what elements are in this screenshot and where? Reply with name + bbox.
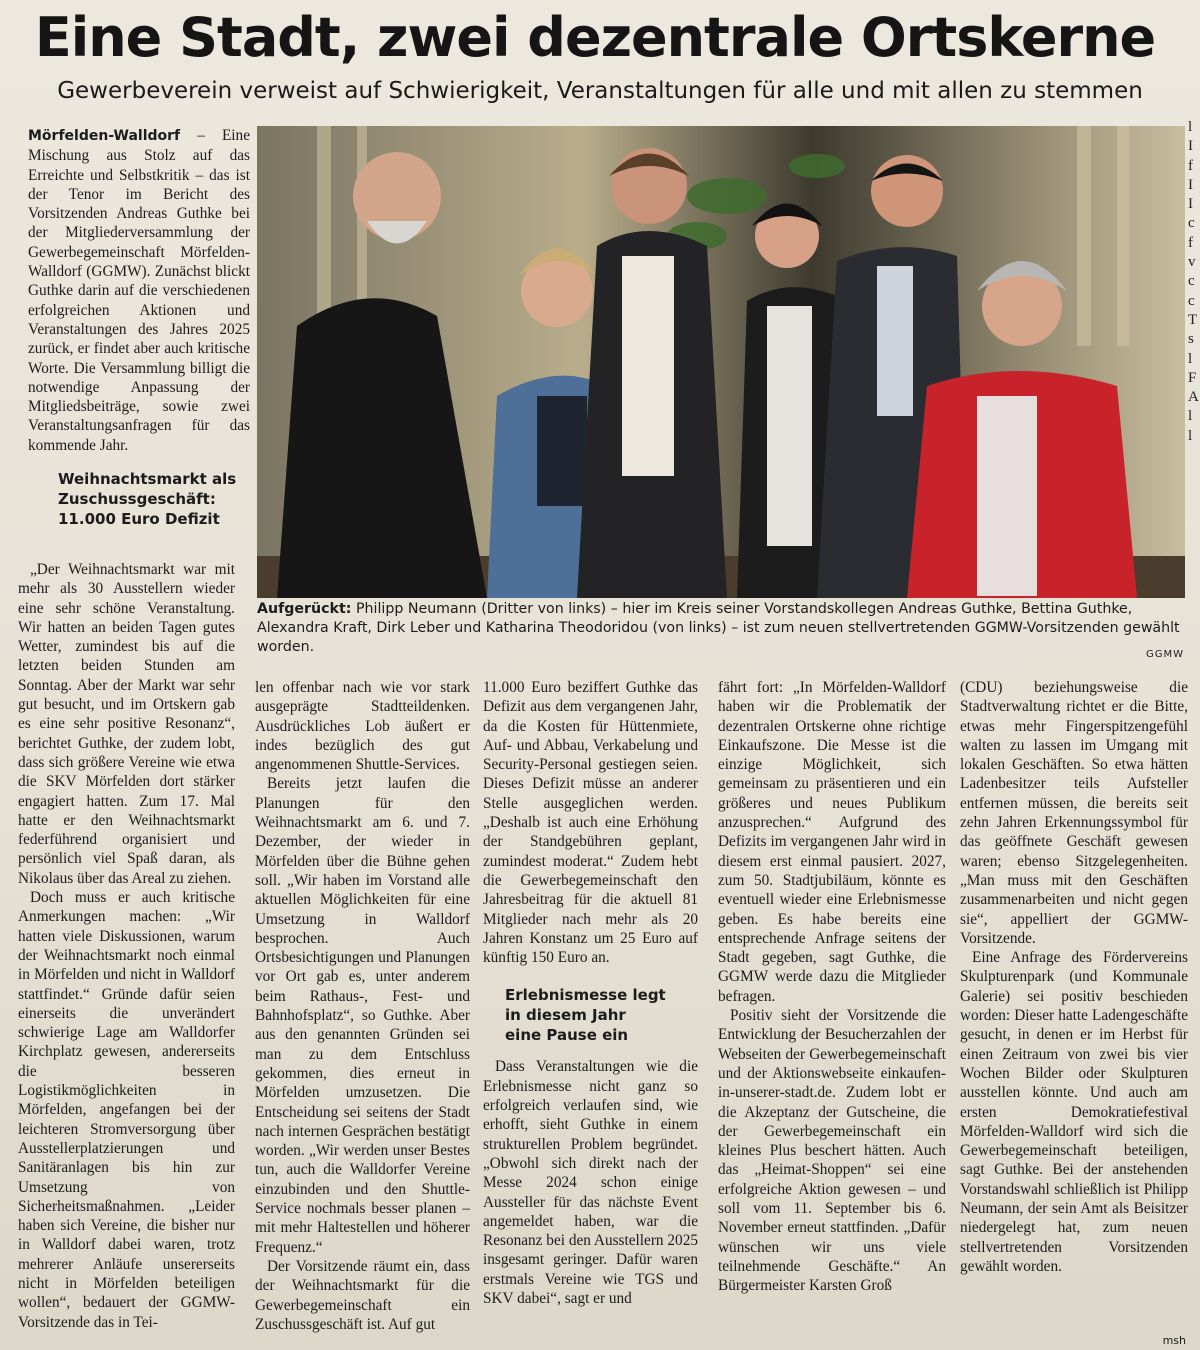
adjacent-column-left (0, 126, 10, 1350)
intro-text: – Eine Mischung aus Stolz auf das Erreichte und Selbstkritik – das ist der Tenor im Bericht des Vorsitzenden Andreas Guthke bei der Mitgliederversammlung der Gewerbegemeinschaft Mörfelden-Walldorf (GGMW). Zunächst blickt Guthke darin auf die verschiedenen erfolgreichen Aktionen und Veranstaltungen des Jahres 2025 zurück, er findet aber auch kritische Worte. Die Versammlung billigt die notwendige Anpassung der Mitgliedsbeiträge, sowie zwei Veranstaltungsanfragen für das kommende Jahr. (28, 127, 250, 454)
section-heading-1-line: Zuschussgeschäft: (58, 490, 216, 509)
paragraph: (CDU) beziehungsweise die Stadtverwaltung richtet er die Bitte, etwas mehr Fingerspitzengefühl walten zu lassen im Umgang mit lokalen Geschäften. So etwa hätten Ladenbesitzer teils Aufsteller entfernen müssen, die bereits seit zehn Jahren Erkennungssymbol für das geöffnete Geschäft gewesen waren; ebenso Sitzgelegenheiten. „Man muss mit den Geschäften zusammenarbeiten und nicht gegen sie“, appelliert der GGMW-Vorsitzende. (960, 679, 1188, 947)
section-heading-2-line: Erlebnismesse legt (505, 986, 666, 1005)
paragraph: len offenbar nach wie vor stark ausgeprägte Stadtteildenken. Ausdrückliches Lob äußert er indes bezüglich des gut angenommenen Shuttle-Services. (255, 679, 470, 774)
body-column-2 (255, 678, 470, 1334)
section-heading-2-line: in diesem Jahr (505, 1006, 626, 1025)
body-column-4 (718, 678, 946, 1296)
section-heading-1-line: 11.000 Euro Defizit (58, 510, 220, 529)
caption-text: Philipp Neumann (Dritter von links) – hier im Kreis seiner Vorstandskollegen Andreas Guthke, Bettina Guthke, Alexandra Kraft, Dirk Leber und Katharina Theodoridou (von links) – ist zum neuen stellvertretenden GGMW-Vorsitzenden gewählt worden. (257, 601, 1180, 655)
author-initials: msh (1162, 1334, 1186, 1347)
caption-lead: Aufgerückt: (257, 601, 352, 617)
section-heading-2 (505, 985, 698, 1045)
headline: Eine Stadt, zwei dezentrale Ortskerne (34, 6, 1156, 69)
body-column-5 (960, 678, 1188, 1276)
adjacent-column-right-text: l I f I I c f v c c T s l F A l l (1188, 119, 1199, 444)
dateline: Mörfelden-Walldorf (28, 128, 181, 144)
intro-paragraph (28, 126, 250, 455)
paragraph: 11.000 Euro beziffert Guthke das Defizit aus dem vergangenen Jahr, da die Kosten für Hüttenmiete, Auf- und Abbau, Verkabelung und Security-Personal gestiegen seien. Dieses Defizit müsse an anderer Stelle ausgeglichen werden. „Deshalb ist auch eine Erhöhung der Standgebühren geplant, zumindest moderat.“ Zudem hebt die Gewerbegemeinschaft den Jahresbeitrag für die aktuell 81 Mitglieder nach mehr als 20 Jahren Konstanz um 25 Euro auf künftig 150 Euro an. (483, 679, 698, 967)
paragraph: Bereits jetzt laufen die Planungen für den Weihnachtsmarkt am 6. und 7. Dezember, der wieder in Mörfelden über die Bühne gehen soll. „Wir haben im Vorstand alle aktuellen Möglichkeiten für eine Umsetzung in Walldorf besprochen. Auch Ortsbesichtigungen und Planungen vor Ort gab es, unter anderem beim Rathaus-, Fest- und Bahnhofsplatz“, so Guthke. Aber aus den genannten Gründen sei man zu dem Entschluss gekommen, dies erneut in Mörfelden umzusetzen. Die Entscheidung sei seitens der Stadt nach internen Gesprächen bestätigt worden. „Wir werden unser Bestes tun, auch die Walldorfer Vereine einzubinden und den Shuttle-Service nochmals besser planen – mit mehr Haltestellen und höherer Frequenz.“ (255, 775, 470, 1256)
paragraph: fährt fort: „In Mörfelden-Walldorf haben wir die Problematik der dezentralen Ortskerne ohne richtige Einkaufszone. Die Messe ist die einzige Möglichkeit, sich gemeinsam zu präsentieren und ein größeres und neues Publikum anzusprechen.“ Aufgrund des Defizits im vergangenen Jahr wird in diesem erst einmal pausiert. 2027, zum 50. Stadtjubiläum, könnte es eventuell wieder eine Erlebnismesse geben. Es habe bereits eine entsprechende Anfrage seitens der Stadt gegeben, sagt Guthke, die GGMW werde dazu die Mitglieder befragen. (718, 679, 946, 1005)
section-heading-1 (58, 469, 250, 529)
paragraph: Dass Veranstaltungen wie die Erlebnismesse nicht ganz so erfolgreich verlaufen sind, wie erhofft, sieht Guthke in einem strukturellen Problem begründet. „Obwohl sich direkt nach der Messe 2024 schon einige Aussteller für das nächste Event angemeldet haben, war die Resonanz bei den Ausstellern 2025 insgesamt geringer. Dafür waren erstmals Vereine wie TGS und SKV dabei“, sagt er und (483, 1058, 698, 1308)
body-column-3 (483, 678, 698, 1308)
section-heading-1-line: Weihnachtsmarkt als (58, 470, 237, 489)
body-column-1 (18, 560, 235, 1332)
photo-credit: GGMW (1145, 649, 1184, 660)
intro-column (28, 126, 250, 541)
paragraph: Der Vorsitzende räumt ein, dass der Weihnachtsmarkt für die Gewerbegemeinschaft ein Zuschussgeschäft ist. Auf gut (255, 1257, 470, 1333)
group-photo (257, 126, 1185, 598)
adjacent-column-right (1188, 118, 1200, 1350)
paragraph: „Der Weihnachtsmarkt war mit mehr als 30 Ausstellern wieder eine sehr schöne Veranstaltung. Wir hatten an beiden Tagen gutes Wetter, zumindest bis auf die letzten beiden Stunden am Sonntag. Aber der Markt war sehr gut besucht, und im Ortskern gab es eine sehr positive Resonanz“, berichtet Guthke, der zudem lobt, dass sich größere Vereine wie etwa die SKV Mörfelden dort stärker engagiert hatten. Zum 17. Mal hatte er den Weihnachtsmarkt federführend organisiert und persönlich viel Spaß daran, als Nikolaus über das Areal zu ziehen. (18, 561, 235, 887)
section-heading-2-line: eine Pause ein (505, 1026, 629, 1045)
photo-caption (257, 600, 1189, 657)
paragraph: Doch muss er auch kritische Anmerkungen machen: „Wir hatten viele Diskussionen, warum der Weihnachtsmarkt noch einmal in Mörfelden und nicht in Walldorf stattfindet.“ Gründe dafür seien einerseits die unverändert schwierige Lage am Walldorfer Kirchplatz gewesen, andererseits die besseren Logistikmöglichkeiten in Mörfelden, angefangen bei der leichteren Stromversorgung über Ausstellerplatzierungen und Sanitäranlagen bis hin zur Umsetzung von Sicherheitsmaßnahmen. „Leider haben sich Vereine, die bisher nur in Walldorf dabei waren, trotz mehrerer Anläufe unsererseits nicht in Mörfelden beteiligen wollen“, bedauert der GGMW-Vorsitzende das in Tei- (18, 889, 235, 1331)
group-photo-image (257, 126, 1185, 598)
subheadline: Gewerbeverein verweist auf Schwierigkeit, Veranstaltungen für alle und mit allen zu stemmen (57, 78, 1143, 104)
paragraph: Positiv sieht der Vorsitzende die Entwicklung der Besucherzahlen der Webseiten der Gewerbegemeinschaft und der Aktionswebseite einkaufen-in-unserer-stadt.de. Zudem lobt er die Akzeptanz der Gutscheine, die der Gewerbegemeinschaft ein kleines Plus beschert hätten. Auch das „Heimat-Shoppen“ sei eine erfolgreiche Aktion gewesen – und soll vom 11. September bis 6. November erneut stattfinden. „Dafür wünschen wir uns viele teilnehmende Geschäfte.“ An Bürgermeister Karsten Groß (718, 1007, 946, 1295)
paragraph: Eine Anfrage des Fördervereins Skulpturenpark (und Kommunale Galerie) sei positiv beschieden worden: Dieser hatte Ladengeschäfte gesucht, in denen er im Herbst für einen Zeitraum von zwei bis vier Wochen Bilder oder Skulpturen ausstellen könnte. Und auch am ersten Demokratiefestival Mörfelden-Walldorf wird sich die Gewerbegemeinschaft beteiligen, sagt Guthke. Bei der anstehenden Vorstandswahl schließlich ist Philipp Neumann, der sein Amt als Beisitzer niedergelegt hat, zum neuen stellvertretenden Vorsitzenden gewählt worden. (960, 949, 1188, 1275)
